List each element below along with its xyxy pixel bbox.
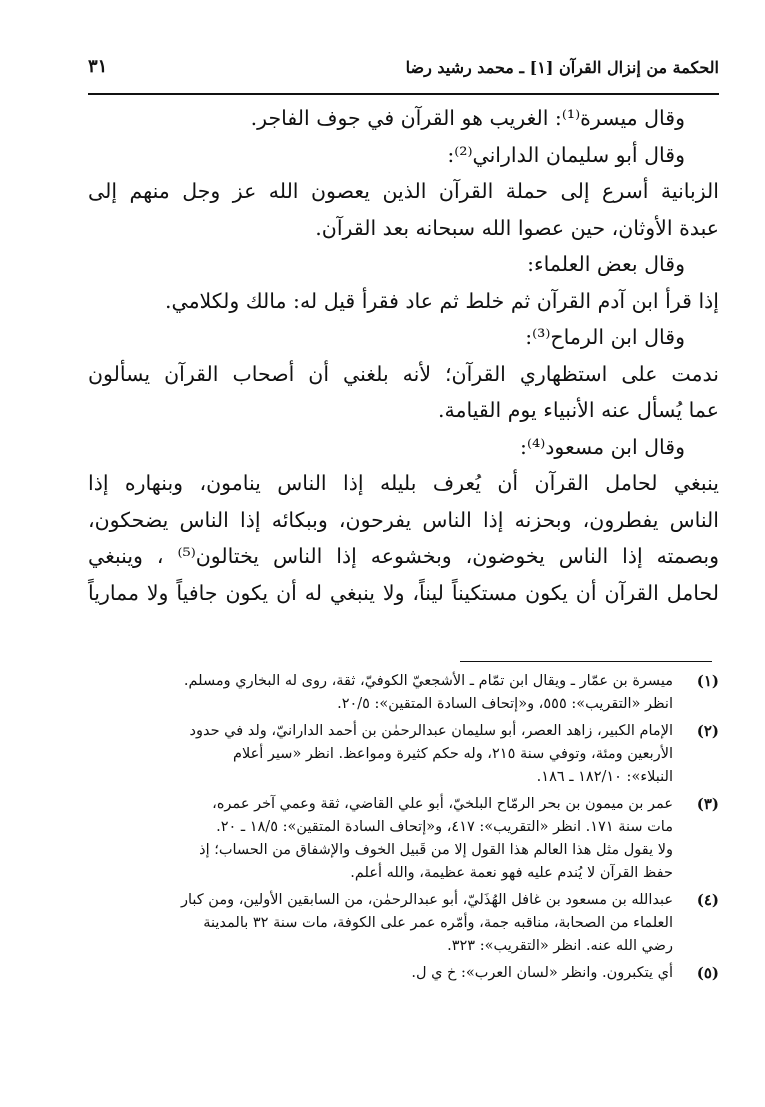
footnote-line: عمر بن ميمون بن بحر الرمّاح البلخيّ، أبو علي القاضي، ثقة وعمي آخر عمره،	[212, 796, 673, 812]
footnote	[88, 793, 719, 885]
footnote	[88, 670, 719, 716]
footnote-line: رضي الله عنه. انظر «التقريب»: ٣٢٣.	[447, 938, 673, 954]
footnote-number: (١)	[696, 672, 719, 690]
footnote-number: (٤)	[696, 891, 719, 909]
text-line: وقال ميسرة⁽¹⁾: الغريب هو القرآن في جوف الفاجر.	[250, 106, 685, 130]
footnote-line: الإمام الكبير، زاهد العصر، أبو سليمان عبدالرحمٰن بن أحمد الدارانيّ، ولد في حدود	[189, 723, 673, 739]
text-line: وبصمته إذا الناس يخوضون، وبخشوعه إذا الناس يختالون⁽⁵⁾ ، وينبغي	[88, 544, 720, 568]
header-rule	[88, 93, 719, 95]
text-line: ينبغي لحامل القرآن أن يُعرف بليله إذا الناس ينامون، وبنهاره إذا	[88, 471, 719, 495]
text-line: ندمت على استظهاري القرآن؛ لأنه بلغني أن أصحاب القرآن يسألون	[88, 361, 719, 386]
text-line: وقال بعض العلماء:	[527, 252, 685, 276]
page-header	[88, 48, 719, 88]
footnote-line: مات سنة ١٧١. انظر «التقريب»: ٤١٧، و«إتحاف السادة المتقين»: ١٨/٥ ـ ٢٠.	[216, 819, 673, 835]
footnotes	[88, 670, 719, 989]
text-line: لحامل القرآن أن يكون مستكيناً ليناً، ولا ينبغي له أن يكون جافياً ولا ممارياً	[88, 580, 719, 605]
text-line: وقال ابن مسعود⁽⁴⁾:	[520, 434, 685, 459]
text-line: الناس يفطرون، وبحزنه إذا الناس يفرحون، وببكائه إذا الناس يضحكون،	[88, 507, 719, 532]
main-text	[88, 100, 719, 611]
text-line: عبدة الأوثان، حين عصوا الله سبحانه بعد القرآن.	[315, 215, 719, 240]
footnote-line: ولا يقول مثل هذا العالم هذا القول إلا من قَبيل الخوف والإشفاق من الحساب؛ إذ	[199, 842, 673, 858]
footnote	[88, 962, 719, 985]
text-line: عما يُسأل عنه الأنبياء يوم القيامة.	[437, 398, 719, 422]
text-line: الزبانية أسرع إلى حملة القرآن الذين يعصون الله عز وجل منهم إلى	[88, 179, 719, 203]
text-line: وقال أبو سليمان الداراني⁽²⁾:	[447, 142, 685, 167]
footnote-separator	[460, 661, 712, 662]
footnote-line: العلماء من الصحابة، مناقبه جمة، وأمّره عمر على الكوفة، مات سنة ٣٢ بالمدينة	[203, 915, 673, 931]
footnote-line: حفظ القرآن لا يُندم عليه فهو نعمة عظيمة، والله أعلم.	[350, 865, 673, 881]
page-number: ٣١	[88, 56, 108, 77]
text-line: وقال ابن الرماح⁽³⁾:	[525, 325, 685, 349]
footnote-line: النبلاء»: ١٨٢/١٠ ـ ١٨٦.	[536, 769, 673, 785]
running-title: الحكمة من إنزال القرآن [١] ـ محمد رشيد رضا	[405, 58, 719, 77]
footnote-line: الأربعين ومئة، وتوفي سنة ٢١٥، وله حكم كثيرة ومواعظ. انظر «سير أعلام	[233, 746, 673, 762]
footnote	[88, 720, 719, 789]
text-line: إذا قرأ ابن آدم القرآن ثم خلط ثم عاد فقرأ قيل له: مالك ولكلامي.	[164, 288, 719, 313]
footnote-line: انظر «التقريب»: ٥٥٥، و«إتحاف السادة المتقين»: ٢٠/٥.	[337, 696, 673, 712]
footnote-number: (٥)	[696, 964, 719, 982]
footnote-line: عبدالله بن مسعود بن غافل الهُذَليّ، أبو عبدالرحمٰن، من السابقين الأولين، ومن كبار	[180, 892, 673, 908]
footnote-line: أي يتكبرون. وانظر «لسان العرب»: خ ي ل.	[411, 965, 673, 981]
footnote	[88, 889, 719, 958]
footnote-number: (٢)	[696, 722, 719, 740]
footnote-number: (٣)	[696, 795, 719, 813]
footnote-line: ميسرة بن عمّار ـ ويقال ابن تمّام ـ الأشجعيّ الكوفيّ، ثقة، روى له البخاري ومسلم.	[183, 673, 673, 689]
